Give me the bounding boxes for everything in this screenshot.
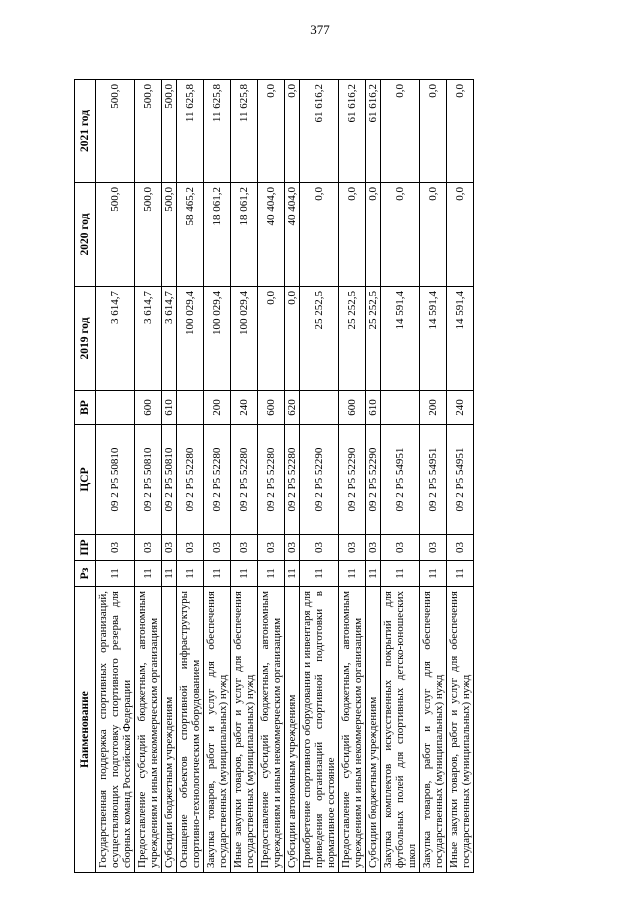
row-name-cell: Предоставление субсидий бюджетным, автономным учреждениям и иным некоммерческим организациям — [135, 587, 162, 873]
row-vr-cell: 600 — [339, 391, 366, 425]
row-vr-cell — [381, 391, 420, 425]
header-csr: ЦСР — [75, 425, 96, 535]
row-rz-cell: 11 — [366, 561, 381, 587]
row-name-cell: Оснащение объектов спортивной инфраструктуры спортивно-технологическим оборудованием — [177, 587, 204, 873]
row-name-cell: Предоставление субсидий бюджетным, автономным учреждениям и иным некоммерческим организациям — [339, 587, 366, 873]
row-vr-cell — [177, 391, 204, 425]
row-name-cell: Субсидии автономным учреждениям — [285, 587, 300, 873]
row-rz-cell: 11 — [447, 561, 474, 587]
table-row — [177, 80, 204, 873]
row-2020-cell: 0,0 — [300, 183, 339, 287]
table-row — [231, 80, 258, 873]
row-vr-cell: 200 — [420, 391, 447, 425]
row-name-cell: Приобретение спортивного оборудования и инвентаря для приведения организаций спортивной подготовки в нормативное состояние — [300, 587, 339, 873]
row-rz-cell: 11 — [231, 561, 258, 587]
header-vr: ВР — [75, 391, 96, 425]
header-rz: Рз — [75, 561, 96, 587]
row-csr-cell: 09 2 P5 50810 — [162, 425, 177, 535]
row-2019-cell: 25 252,5 — [366, 287, 381, 391]
row-2021-cell: 61 616,2 — [366, 80, 381, 183]
row-2019-cell: 100 029,4 — [177, 287, 204, 391]
row-pr-cell: 03 — [285, 535, 300, 561]
row-2021-cell: 0,0 — [285, 80, 300, 183]
row-csr-cell: 09 2 P5 52280 — [177, 425, 204, 535]
header-pr: ПР — [75, 535, 96, 561]
row-2021-cell: 500,0 — [96, 80, 135, 183]
row-2021-cell: 0,0 — [420, 80, 447, 183]
row-csr-cell: 09 2 P5 50810 — [135, 425, 162, 535]
row-2021-cell: 61 616,2 — [339, 80, 366, 183]
row-2021-cell: 500,0 — [135, 80, 162, 183]
row-name-cell: Закупка товаров, работ и услуг для обеспечения государственных (муниципальных) нужд — [420, 587, 447, 873]
row-pr-cell: 03 — [366, 535, 381, 561]
row-name-cell: Государственная поддержка спортивных организаций, осуществляющих подготовку спортивного резерва для сборных команд Российской Федерации — [96, 587, 135, 873]
row-vr-cell — [96, 391, 135, 425]
row-csr-cell: 09 2 P5 52280 — [285, 425, 300, 535]
row-name-cell: Предоставление субсидий бюджетным, автономным учреждениям и иным некоммерческим организациям — [258, 587, 285, 873]
row-name-cell: Иные закупки товаров, работ и услуг для обеспечения государственных (муниципальных) нужд — [231, 587, 258, 873]
table-row — [162, 80, 177, 873]
row-rz-cell: 11 — [162, 561, 177, 587]
row-pr-cell: 03 — [447, 535, 474, 561]
row-pr-cell: 03 — [177, 535, 204, 561]
table-row — [204, 80, 231, 873]
row-2020-cell: 500,0 — [162, 183, 177, 287]
row-2020-cell: 0,0 — [366, 183, 381, 287]
row-2019-cell: 3 614,7 — [135, 287, 162, 391]
row-csr-cell: 09 2 P5 52290 — [339, 425, 366, 535]
row-vr-cell — [300, 391, 339, 425]
header-2019: 2019 год — [75, 287, 96, 391]
row-pr-cell: 03 — [420, 535, 447, 561]
table-row — [135, 80, 162, 873]
row-vr-cell: 620 — [285, 391, 300, 425]
header-2020: 2020 год — [75, 183, 96, 287]
table-row — [366, 80, 381, 873]
row-vr-cell: 240 — [447, 391, 474, 425]
row-2019-cell: 25 252,5 — [300, 287, 339, 391]
table-row — [420, 80, 447, 873]
row-rz-cell: 11 — [258, 561, 285, 587]
row-pr-cell: 03 — [300, 535, 339, 561]
table-row — [96, 80, 135, 873]
row-2020-cell: 0,0 — [420, 183, 447, 287]
header-2021: 2021 год — [75, 80, 96, 183]
row-pr-cell: 03 — [96, 535, 135, 561]
row-csr-cell: 09 2 P5 52290 — [300, 425, 339, 535]
row-2020-cell: 40 404,0 — [285, 183, 300, 287]
row-2021-cell: 0,0 — [381, 80, 420, 183]
row-csr-cell: 09 2 P5 54951 — [420, 425, 447, 535]
row-name-cell: Субсидии бюджетным учреждениям — [162, 587, 177, 873]
row-rz-cell: 11 — [381, 561, 420, 587]
row-2019-cell: 14 591,4 — [420, 287, 447, 391]
row-2019-cell: 100 029,4 — [231, 287, 258, 391]
header-name: Наименование — [75, 587, 96, 873]
rotated-table-container — [74, 80, 527, 873]
row-2020-cell: 0,0 — [339, 183, 366, 287]
row-vr-cell: 610 — [366, 391, 381, 425]
row-2019-cell: 14 591,4 — [381, 287, 420, 391]
row-csr-cell: 09 2 P5 50810 — [96, 425, 135, 535]
row-csr-cell: 09 2 P5 52280 — [258, 425, 285, 535]
row-vr-cell: 600 — [135, 391, 162, 425]
table-row — [285, 80, 300, 873]
row-rz-cell: 11 — [177, 561, 204, 587]
row-2021-cell: 61 616,2 — [300, 80, 339, 183]
row-rz-cell: 11 — [204, 561, 231, 587]
row-rz-cell: 11 — [135, 561, 162, 587]
row-csr-cell: 09 2 P5 54951 — [447, 425, 474, 535]
row-2021-cell: 0,0 — [447, 80, 474, 183]
row-2021-cell: 11 625,8 — [231, 80, 258, 183]
table-row — [339, 80, 366, 873]
budget-table — [74, 79, 474, 873]
row-csr-cell: 09 2 P5 52280 — [231, 425, 258, 535]
row-vr-cell: 240 — [231, 391, 258, 425]
row-csr-cell: 09 2 P5 52290 — [366, 425, 381, 535]
row-2021-cell: 11 625,8 — [177, 80, 204, 183]
table-row — [300, 80, 339, 873]
row-2019-cell: 25 252,5 — [339, 287, 366, 391]
row-name-cell: Субсидии бюджетным учреждениям — [366, 587, 381, 873]
row-2019-cell: 3 614,7 — [96, 287, 135, 391]
row-2019-cell: 3 614,7 — [162, 287, 177, 391]
row-pr-cell: 03 — [381, 535, 420, 561]
row-rz-cell: 11 — [420, 561, 447, 587]
row-rz-cell: 11 — [285, 561, 300, 587]
row-2021-cell: 0,0 — [258, 80, 285, 183]
row-2020-cell: 18 061,2 — [204, 183, 231, 287]
row-name-cell: Закупка комплектов искусственных покрытий для футбольных полей для спортивных детско-юношеских школ — [381, 587, 420, 873]
table-row — [258, 80, 285, 873]
row-2020-cell: 58 465,2 — [177, 183, 204, 287]
row-2019-cell: 0,0 — [258, 287, 285, 391]
row-2020-cell: 40 404,0 — [258, 183, 285, 287]
row-vr-cell: 600 — [258, 391, 285, 425]
row-csr-cell: 09 2 P5 54951 — [381, 425, 420, 535]
row-2021-cell: 11 625,8 — [204, 80, 231, 183]
row-2020-cell: 0,0 — [447, 183, 474, 287]
row-2020-cell: 0,0 — [381, 183, 420, 287]
row-name-cell: Иные закупки товаров, работ и услуг для обеспечения государственных (муниципальных) нужд — [447, 587, 474, 873]
row-pr-cell: 03 — [204, 535, 231, 561]
row-rz-cell: 11 — [339, 561, 366, 587]
row-vr-cell: 200 — [204, 391, 231, 425]
row-2019-cell: 100 029,4 — [204, 287, 231, 391]
table-row — [381, 80, 420, 873]
row-rz-cell: 11 — [96, 561, 135, 587]
page-number: 377 — [310, 22, 330, 37]
row-pr-cell: 03 — [339, 535, 366, 561]
table-header-row — [75, 80, 96, 873]
row-pr-cell: 03 — [231, 535, 258, 561]
row-2021-cell: 500,0 — [162, 80, 177, 183]
row-2020-cell: 500,0 — [135, 183, 162, 287]
row-2019-cell: 14 591,4 — [447, 287, 474, 391]
table-row — [447, 80, 474, 873]
row-2020-cell: 18 061,2 — [231, 183, 258, 287]
row-name-cell: Закупка товаров, работ и услуг для обеспечения государственных (муниципальных) нужд — [204, 587, 231, 873]
row-vr-cell: 610 — [162, 391, 177, 425]
row-pr-cell: 03 — [162, 535, 177, 561]
row-pr-cell: 03 — [135, 535, 162, 561]
row-2020-cell: 500,0 — [96, 183, 135, 287]
row-csr-cell: 09 2 P5 52280 — [204, 425, 231, 535]
row-2019-cell: 0,0 — [285, 287, 300, 391]
row-pr-cell: 03 — [258, 535, 285, 561]
row-rz-cell: 11 — [300, 561, 339, 587]
